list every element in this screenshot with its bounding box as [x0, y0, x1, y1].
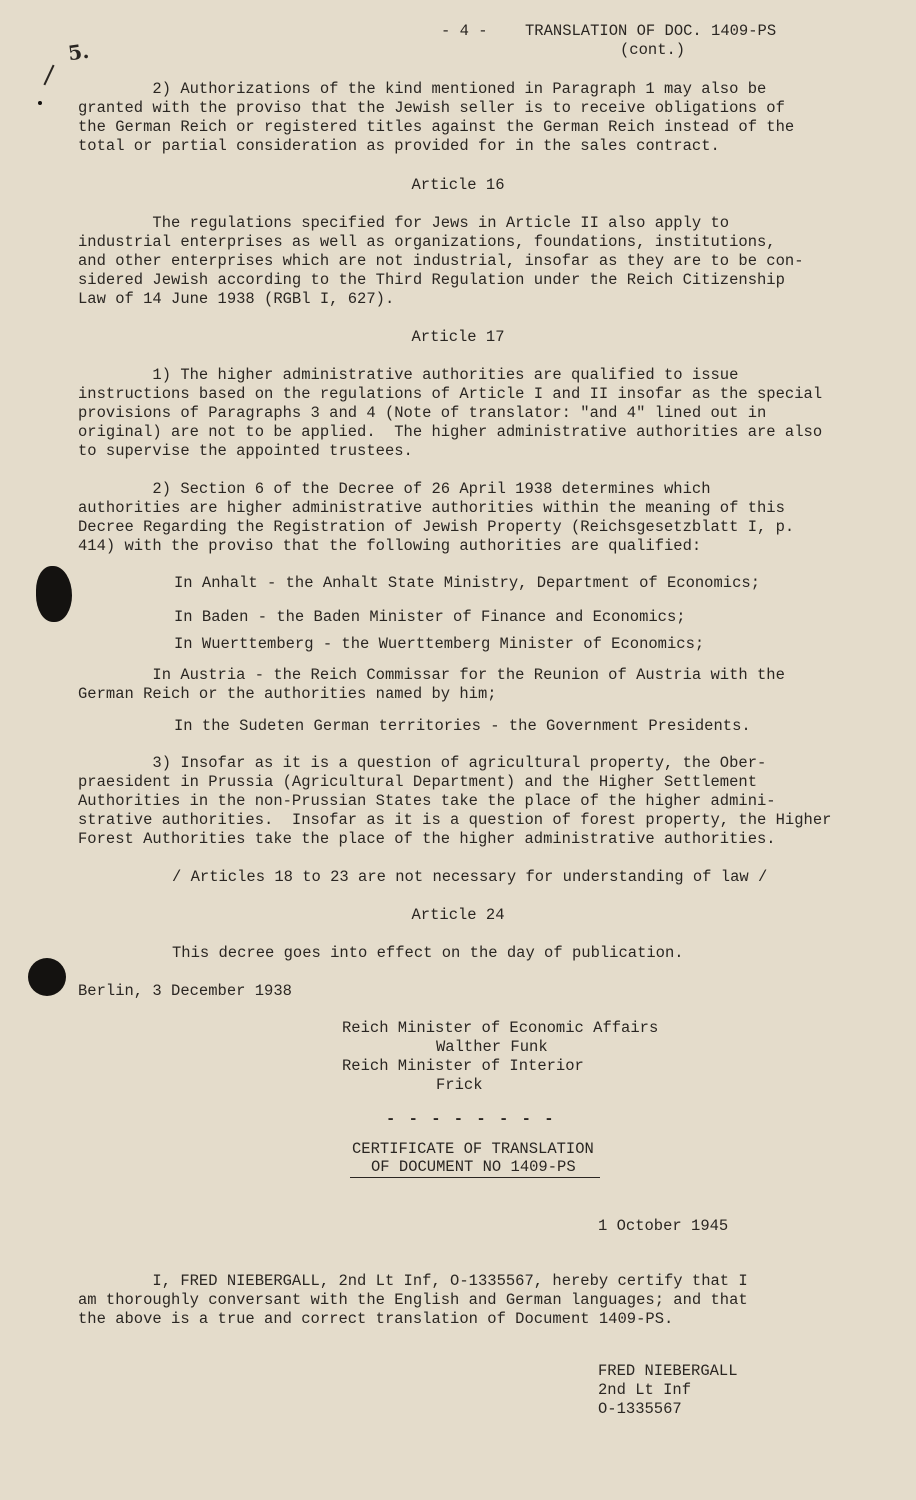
- article17-paragraph1: 1) The higher administrative authorities are qualified to issue instructions based on the regulations of Article I and II insofar as the special provisions of Paragraphs 3 and 4 (Note of translator: "and 4" lined out in original) are not to be applied. The higher administrative authorities are also to supervise the appointed trustees.: [78, 366, 823, 460]
- signatory-title-interior: Reich Minister of Interior: [342, 1057, 584, 1075]
- section-divider: - - - - - - - -: [386, 1110, 556, 1128]
- article15-paragraph2: 2) Authorizations of the kind mentioned in Paragraph 1 may also be granted with the proviso that the Jewish seller is to receive obligations of the German Reich or registered titles against the German Reich instead of the total or partial consideration as provided for in the sales contract.: [78, 80, 795, 155]
- article17-paragraph2: 2) Section 6 of the Decree of 26 April 1938 determines which authorities are higher administrative authorities within the meaning of this Decree Regarding the Registration of Jewish Property (Reichsgesetzblatt I, p. 414) with the proviso that the following authorities are qualified:: [78, 480, 795, 555]
- place-and-date: Berlin, 3 December 1938: [78, 982, 292, 1000]
- article24-text: This decree goes into effect on the day of publication.: [172, 944, 684, 962]
- article24-heading: Article 24: [411, 906, 505, 924]
- article16-heading: Article 16: [411, 176, 505, 194]
- ink-dot: [38, 101, 42, 105]
- authority-anhalt: In Anhalt - the Anhalt State Ministry, Department of Economics;: [174, 574, 760, 592]
- pencil-mark: [43, 65, 54, 86]
- punch-hole-top: [36, 566, 72, 622]
- article16-text: The regulations specified for Jews in Article II also apply to industrial enterprises as well as organizations, foundations, institutions, and other enterprises which are not industrial, insofar as they are to be con- sidered Jewish according to the Third Regulation under the Reich Citizenship Law of 14 June 1938 (RGBl I, 627).: [78, 214, 804, 308]
- punch-hole-bottom: [28, 958, 66, 996]
- certificate-date: 1 October 1945: [598, 1217, 729, 1235]
- authority-baden: In Baden - the Baden Minister of Finance and Economics;: [174, 608, 686, 626]
- certifier-rank: 2nd Lt Inf: [598, 1381, 692, 1399]
- certificate-title: CERTIFICATE OF TRANSLATION: [352, 1140, 594, 1158]
- certificate-text: I, FRED NIEBERGALL, 2nd Lt Inf, O-1335567, hereby certify that I am thoroughly conversant with the English and German languages; and that the above is a true and correct translation of Document 1409-PS.: [78, 1272, 748, 1328]
- article17-heading: Article 17: [411, 328, 505, 346]
- authority-austria: In Austria - the Reich Commissar for the Reunion of Austria with the German Reich or the authorities named by him;: [78, 666, 785, 703]
- authority-sudeten: In the Sudeten German territories - the Government Presidents.: [174, 717, 751, 735]
- document-title: TRANSLATION OF DOC. 1409-PS: [525, 22, 777, 40]
- document-title-cont: (cont.): [620, 41, 686, 59]
- signatory-title-economics: Reich Minister of Economic Affairs: [342, 1019, 659, 1037]
- certificate-subtitle: OF DOCUMENT NO 1409-PS: [371, 1158, 576, 1176]
- signatory-frick: Frick: [436, 1076, 483, 1094]
- certifier-serial: O-1335567: [598, 1400, 682, 1418]
- authority-wuerttemberg: In Wuerttemberg - the Wuerttemberg Minister of Economics;: [174, 635, 705, 653]
- page-number: - 4 -: [441, 22, 488, 40]
- certifier-name: FRED NIEBERGALL: [598, 1362, 738, 1380]
- article17-paragraph3: 3) Insofar as it is a question of agricultural property, the Ober- praesident in Prussia (Agricultural Department) and the Higher Settlement Authorities in the non-Prussian States take the place of the higher admini- strative authorities. Insofar as it is a question of forest property, the Higher Forest Authorities take the place of the higher administrative authorities.: [78, 754, 832, 848]
- handwritten-page-number: 5.: [66, 38, 91, 66]
- signatory-funk: Walther Funk: [436, 1038, 548, 1056]
- certificate-underline: [350, 1177, 600, 1178]
- omission-note: / Articles 18 to 23 are not necessary for understanding of law /: [172, 868, 768, 886]
